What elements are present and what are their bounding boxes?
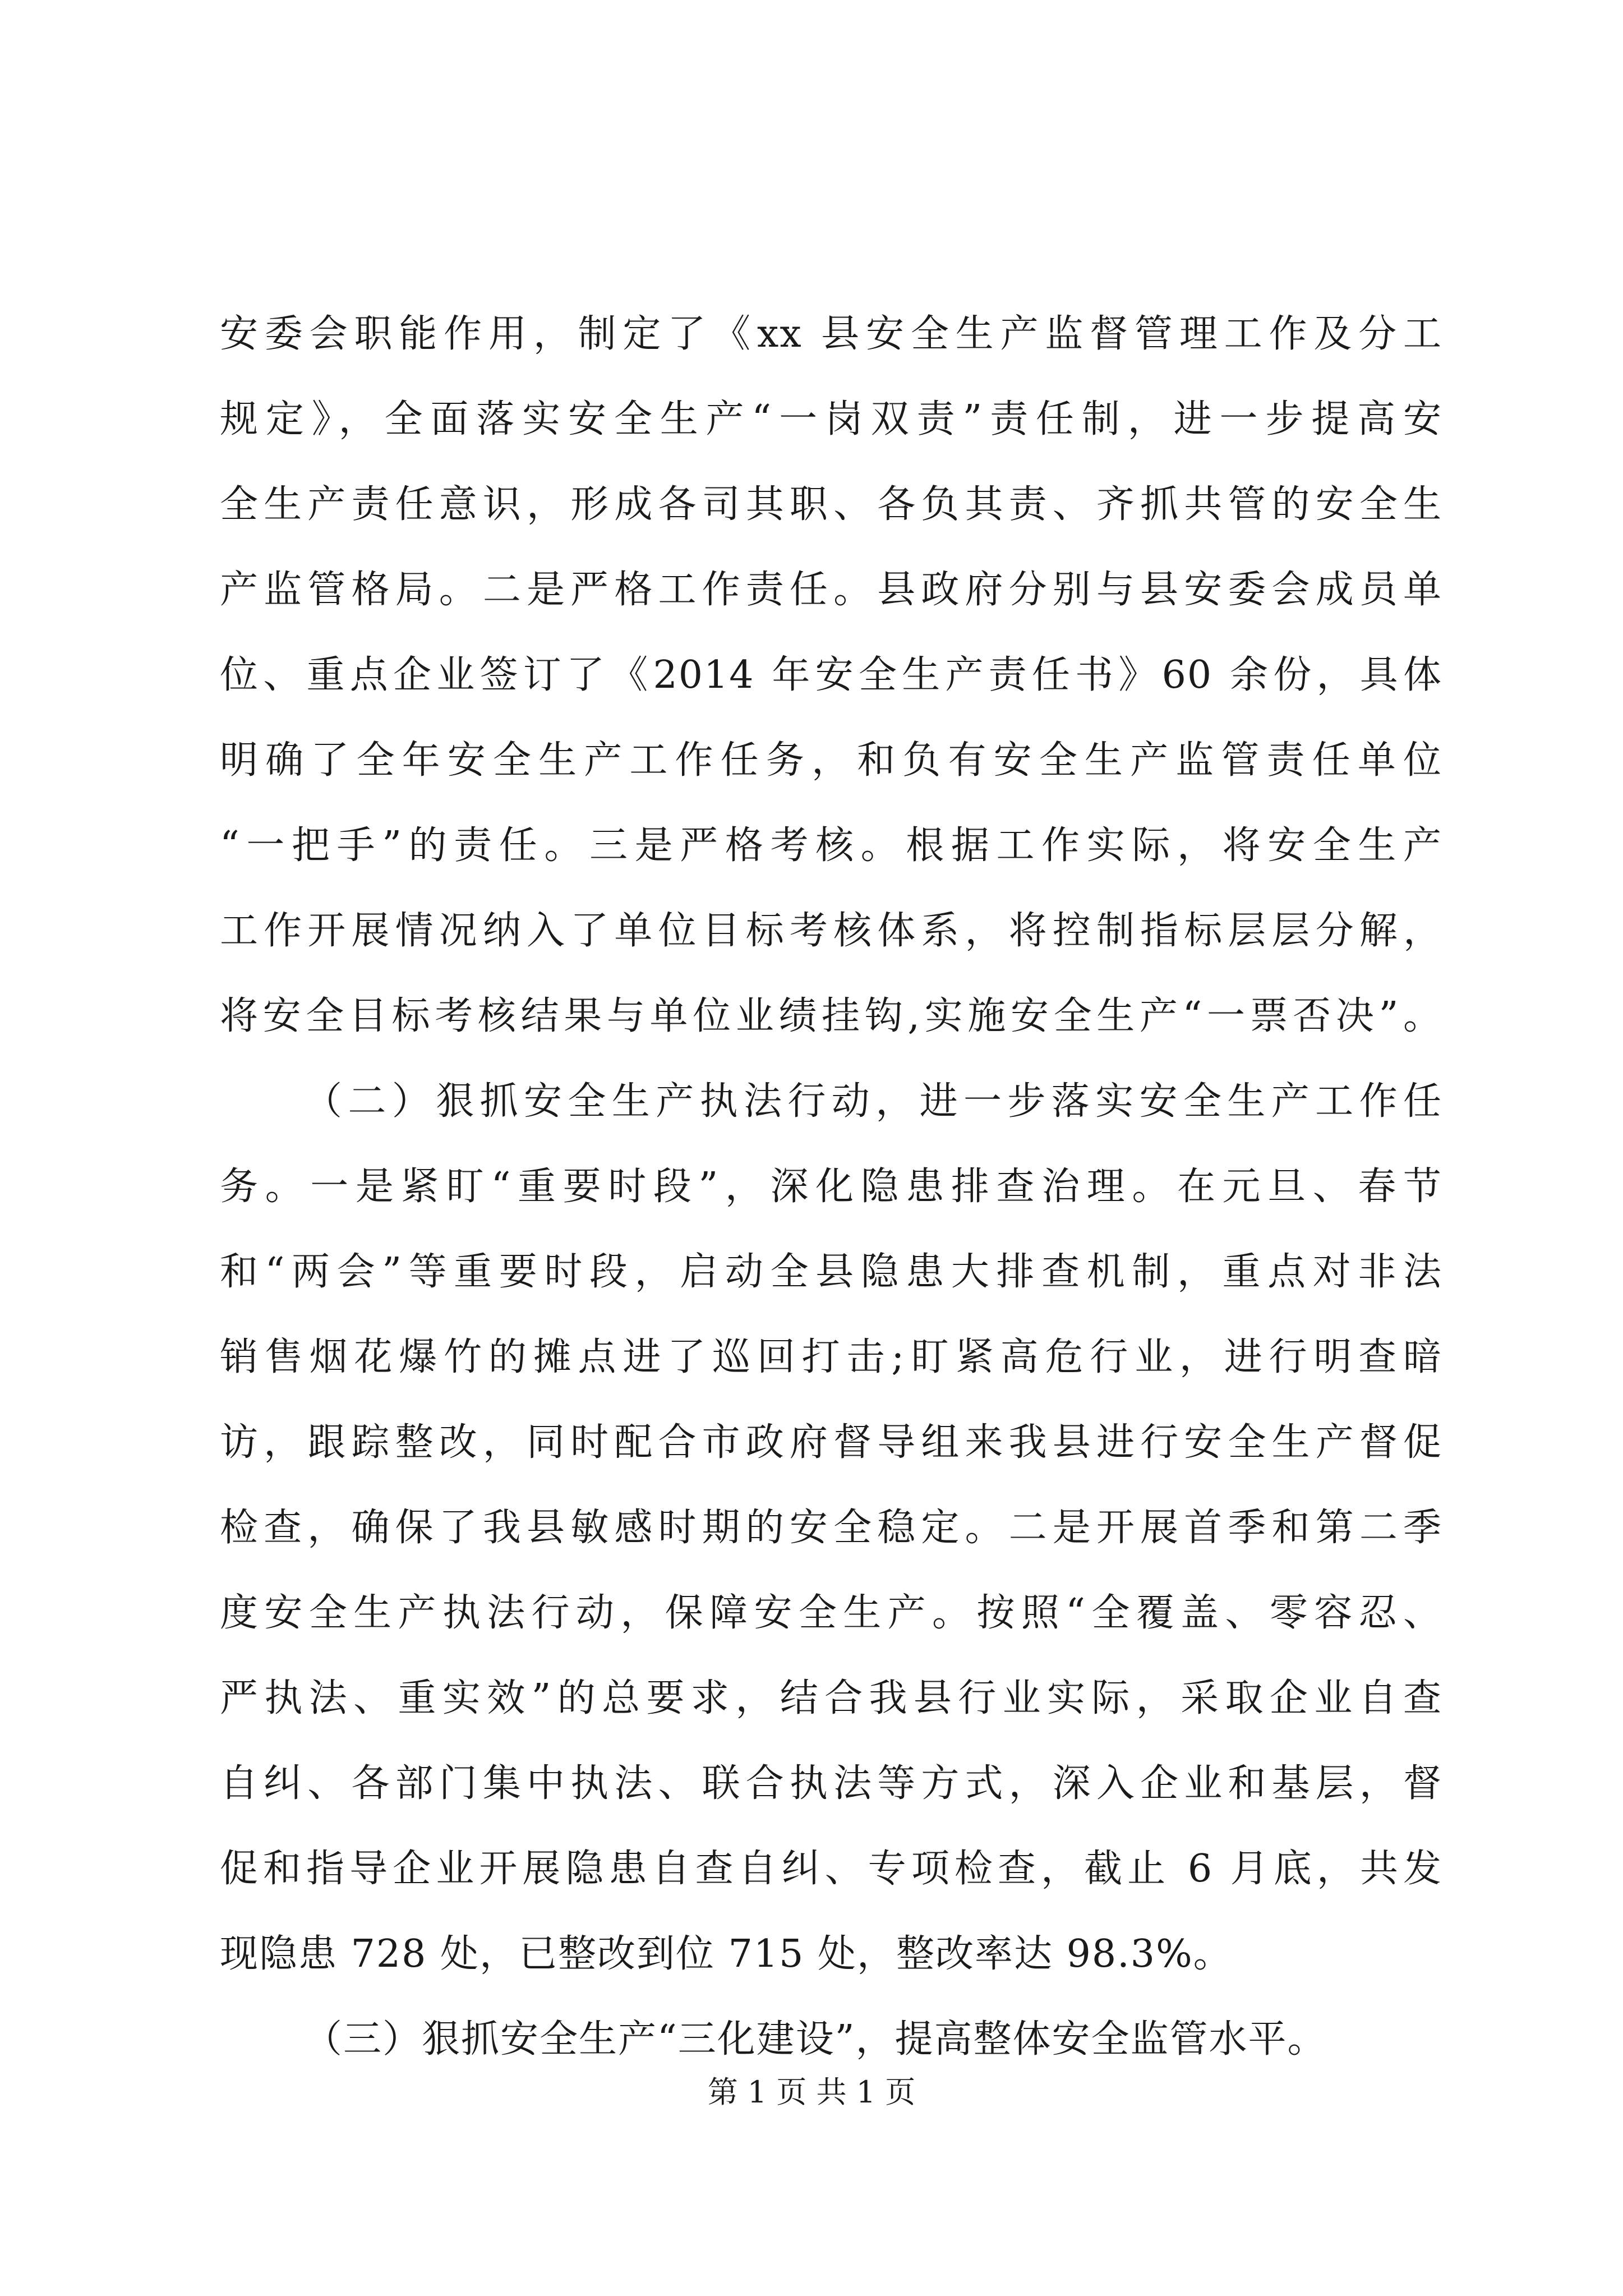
page-number-footer: 第 1 页 共 1 页 <box>707 2074 916 2110</box>
text-line: 务。一是紧盯“重要时段”，深化隐患排查治理。在元旦、春节 <box>220 1165 1442 1209</box>
paragraph-3-heading-line: （三）狠抓安全生产“三化建设”，提高整体安全监管水平。 <box>304 2017 1327 2062</box>
text-line: 严执法、重实效”的总要求，结合我县行业实际，采取企业自查 <box>220 1676 1442 1720</box>
text-line: 产监管格局。二是严格工作责任。县政府分别与县安委会成员单 <box>220 568 1442 612</box>
text-line: 规定》，全面落实安全生产“一岗双责”责任制，进一步提高安 <box>220 397 1442 441</box>
text-line: 位、重点企业签订了《2014 年安全生产责任书》60 余份，具体 <box>220 653 1442 697</box>
text-line: 安委会职能作用，制定了《xx 县安全生产监督管理工作及分工 <box>220 312 1442 356</box>
text-line: 工作开展情况纳入了单位目标考核体系，将控制指标层层分解， <box>220 909 1442 953</box>
text-line: 将安全目标考核结果与单位业绩挂钩,实施安全生产“一票否决”。 <box>220 994 1442 1038</box>
text-line: 和“两会”等重要时段，启动全县隐患大排查机制，重点对非法 <box>220 1250 1442 1294</box>
text-line: 明确了全年安全生产工作任务，和负有安全生产监管责任单位 <box>220 738 1442 783</box>
text-line: 销售烟花爆竹的摊点进了巡回打击;盯紧高危行业，进行明查暗 <box>220 1335 1442 1379</box>
text-line: 现隐患 728 处，已整改到位 715 处，整改率达 98.3%。 <box>220 1932 1233 1976</box>
paragraph-2-heading-line: （二）狠抓安全生产执法行动，进一步落实安全生产工作任 <box>304 1079 1442 1124</box>
text-line: 全生产责任意识，形成各司其职、各负其责、齐抓共管的安全生 <box>220 482 1442 527</box>
text-line: 自纠、各部门集中执法、联合执法等方式，深入企业和基层，督 <box>220 1761 1442 1806</box>
text-line: 度安全生产执法行动，保障安全生产。按照“全覆盖、零容忍、 <box>220 1591 1442 1635</box>
body-text <box>220 292 1442 2082</box>
text-line: 促和指导企业开展隐患自查自纠、专项检查，截止 6 月底，共发 <box>220 1847 1442 1891</box>
text-line: 访，跟踪整改，同时配合市政府督导组来我县进行安全生产督促 <box>220 1420 1442 1465</box>
text-line: “一把手”的责任。三是严格考核。根据工作实际，将安全生产 <box>220 823 1442 868</box>
text-line: 检查，确保了我县敏感时期的安全稳定。二是开展首季和第二季 <box>220 1506 1442 1550</box>
